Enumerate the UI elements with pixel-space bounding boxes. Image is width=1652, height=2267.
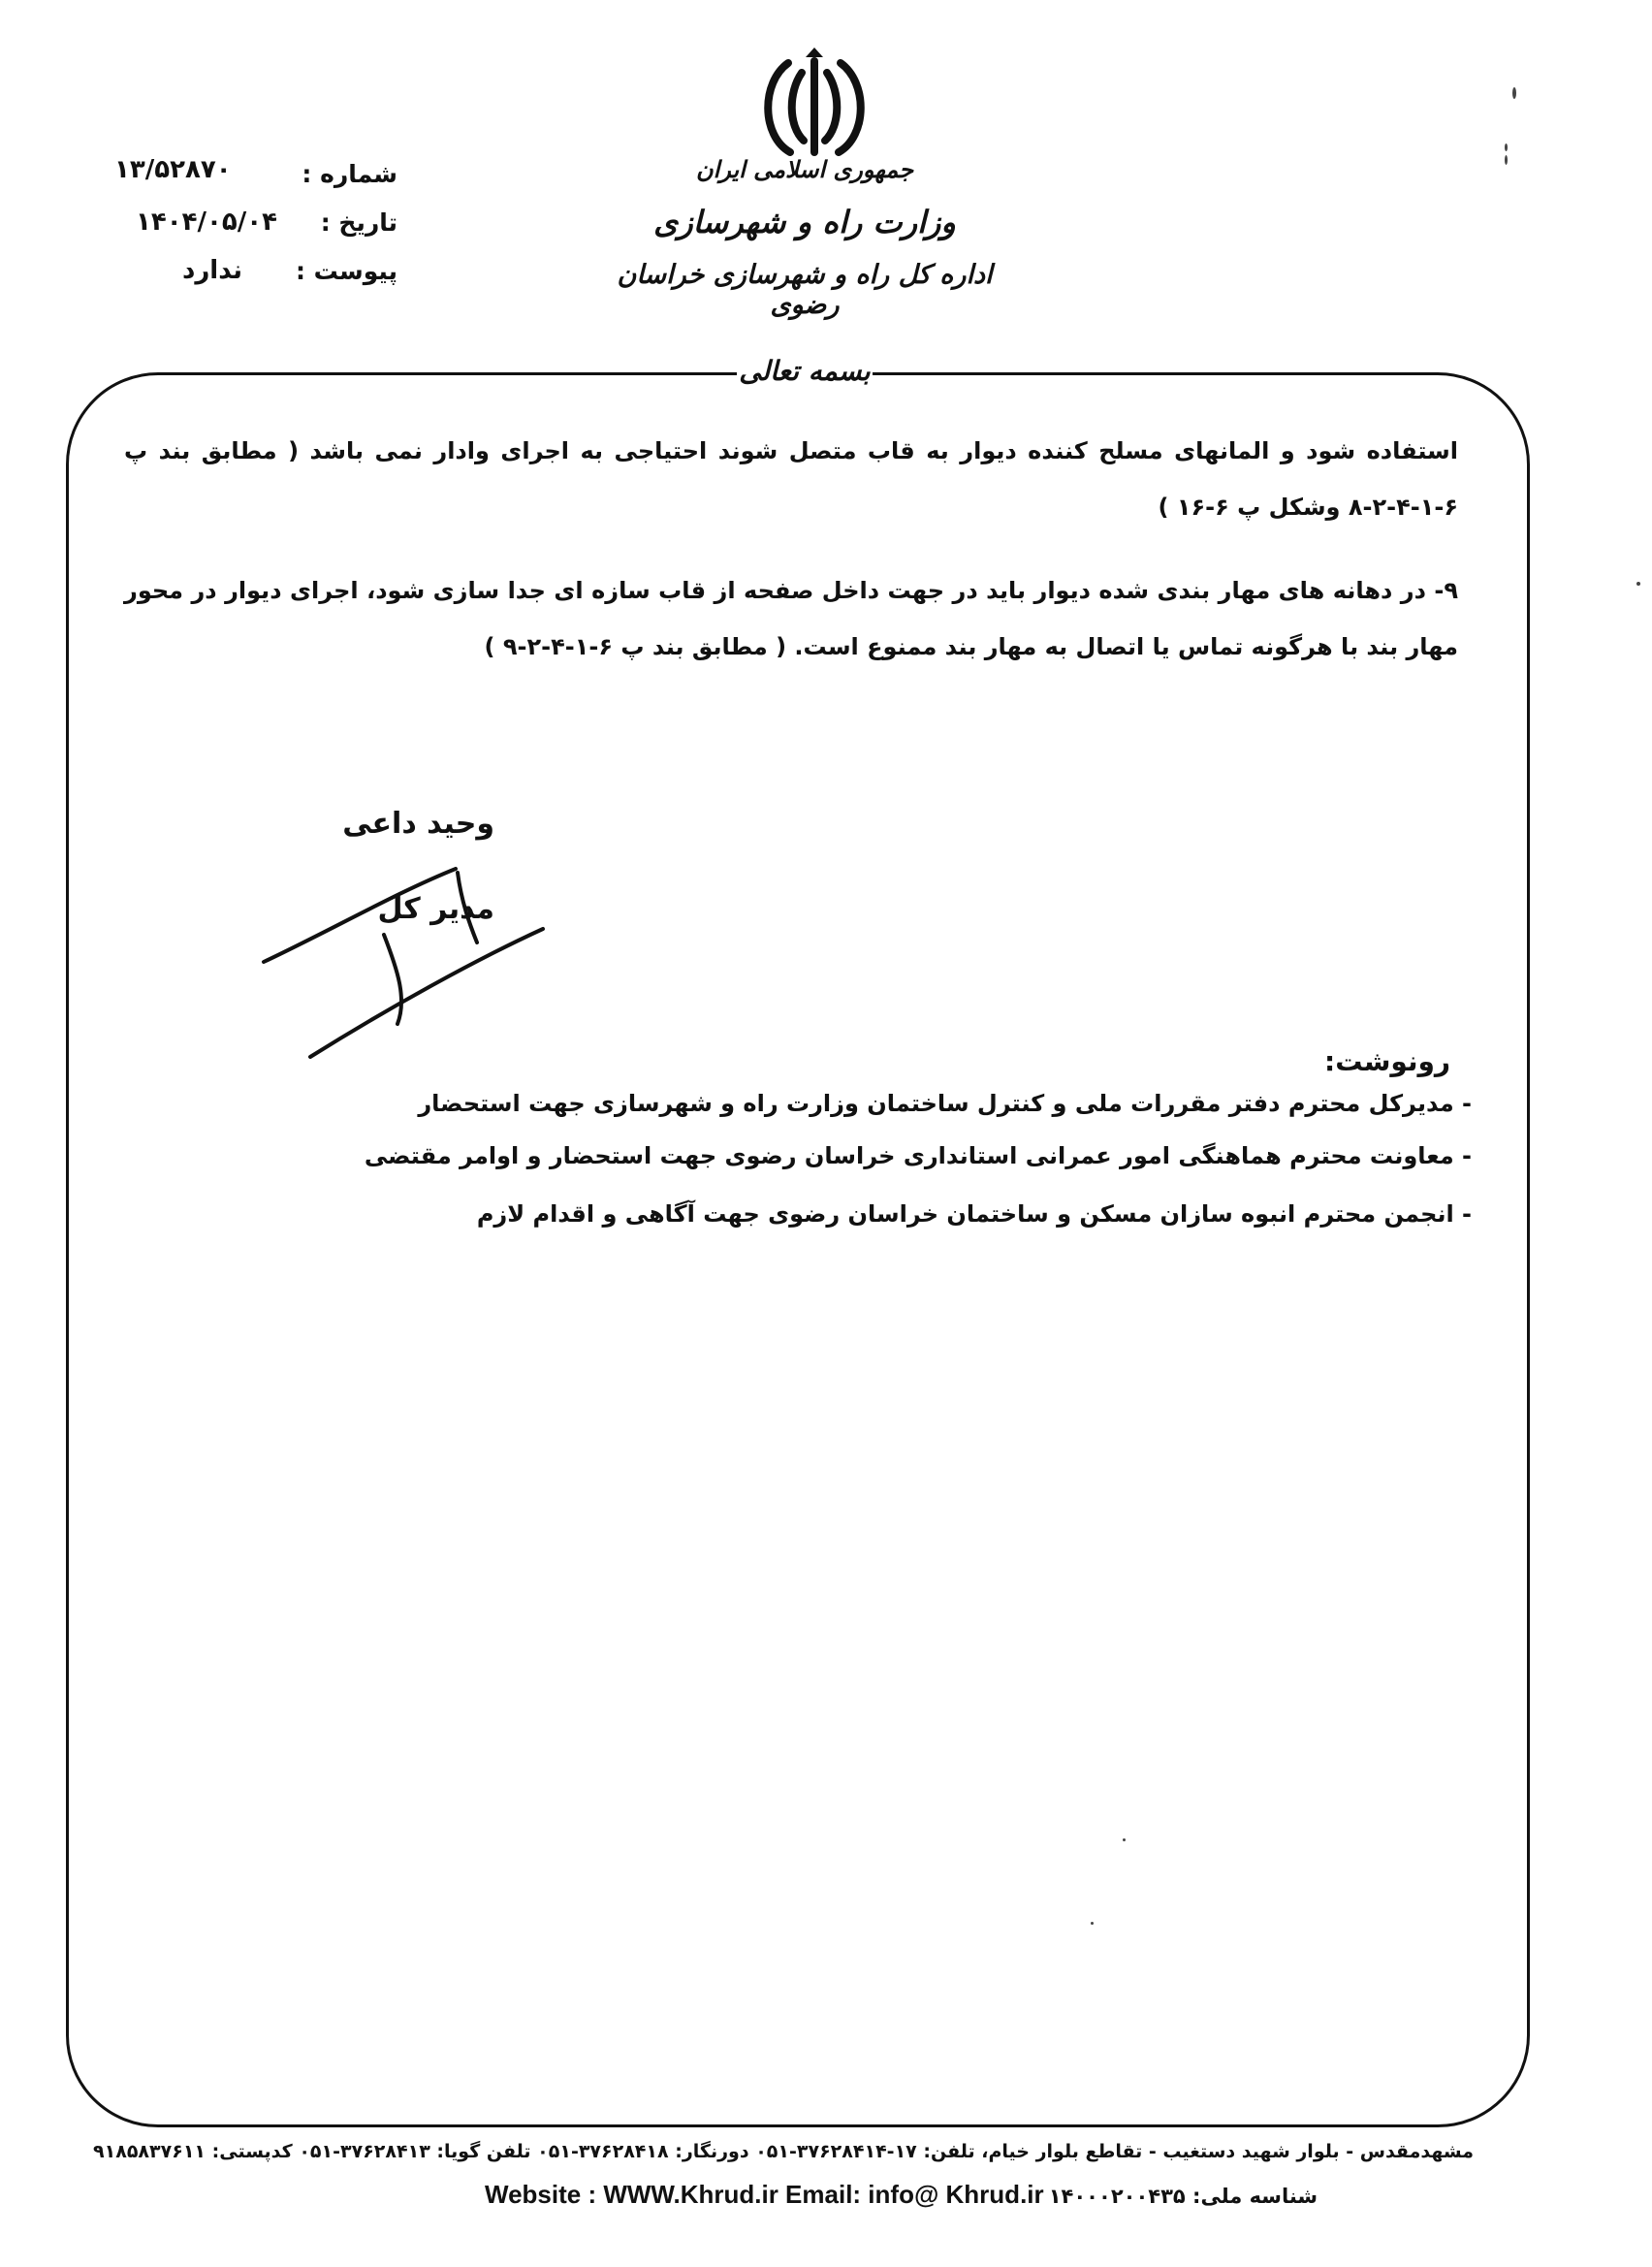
number-label: شماره : [302, 160, 397, 188]
body-paragraph-2: ۹- در دهانه های مهار بندی شده دیوار باید در جهت داخل صفحه از قاب سازه ای جدا سازی شود، اجرای دیوار در محور مهار بند با هرگونه تماس یا اتصال به مهار بند ممنوع است. ( مطابق بند پ ۶-۱-۴-۲-۹ ) [124, 577, 1458, 660]
handwritten-signature [252, 834, 562, 1067]
scan-speck [1505, 155, 1508, 165]
frame-title: بسمه تعالی [737, 355, 873, 398]
signatory-name: وحید داعی [342, 807, 494, 841]
date-label: تاریخ : [320, 208, 397, 237]
cc-item: - معاونت محترم هماهنگی امور عمرانی استانداری خراسان رضوی جهت استحضار و اوامر مقتضی [364, 1142, 1472, 1169]
attachment-label: پیوست : [295, 257, 397, 285]
footer-address: مشهدمقدس - بلوار شهید دستغیب - تقاطع بلوار خیام، تلفن: ۱۷-۳۷۶۲۸۴۱۴-۰۵۱ دورنگار: ۳۷۶۲۸۴۱۸-۰۵۱ تلفن گویا: ۳۷۶۲۸۴۱۳-۰۵۱ کدپستی: ۹۱۸۵۸۳۷۶۱۱ [93, 2141, 1474, 2162]
scan-speck [1505, 144, 1508, 151]
cc-item: - انجمن محترم انبوه سازان مسکن و ساختمان خراسان رضوی جهت آگاهی و اقدام لازم [476, 1200, 1472, 1228]
letterhead-country: جمهوری اسلامی ایران [695, 155, 914, 183]
scan-speck [1512, 87, 1516, 99]
number-value: ۱۳/۵۲۸۷۰ [114, 155, 232, 184]
letterhead-office: اداره کل راه و شهرسازی خراسان رضوی [617, 260, 993, 320]
scan-speck [1123, 1838, 1126, 1841]
letterhead [601, 155, 1008, 320]
letterhead-ministry: وزارت راه و شهرسازی [653, 204, 956, 240]
footer-national-id: شناسه ملی: ۱۴۰۰۰۲۰۰۴۳۵ [1048, 2185, 1318, 2208]
scan-speck [1636, 582, 1640, 586]
body-paragraph-1: استفاده شود و المانهای مسلح کننده دیوار به قاب متصل شوند احتیاجی به اجرای وادار نمی باشد ( مطابق بند پ ۶-۱-۴-۲-۸ وشکل پ ۶-۱۶ ) [124, 437, 1458, 521]
cc-item: - مدیرکل محترم دفتر مقررات ملی و کنترل ساختمان وزارت راه و شهرسازی جهت استحضار [418, 1090, 1472, 1117]
attachment-value: ندارد [181, 256, 242, 285]
cc-title: رونوشت: [1324, 1045, 1450, 1077]
iran-emblem-icon [751, 44, 877, 170]
signatory-title: مدیر کل [377, 892, 494, 926]
footer-contact [485, 2180, 1318, 2210]
scan-speck [1091, 1922, 1094, 1925]
date-value: ۱۴۰۴/۰۵/۰۴ [136, 208, 277, 237]
footer-web-email: Website : WWW.Khrud.ir Email: info@ Khrud.ir [485, 2180, 1044, 2209]
